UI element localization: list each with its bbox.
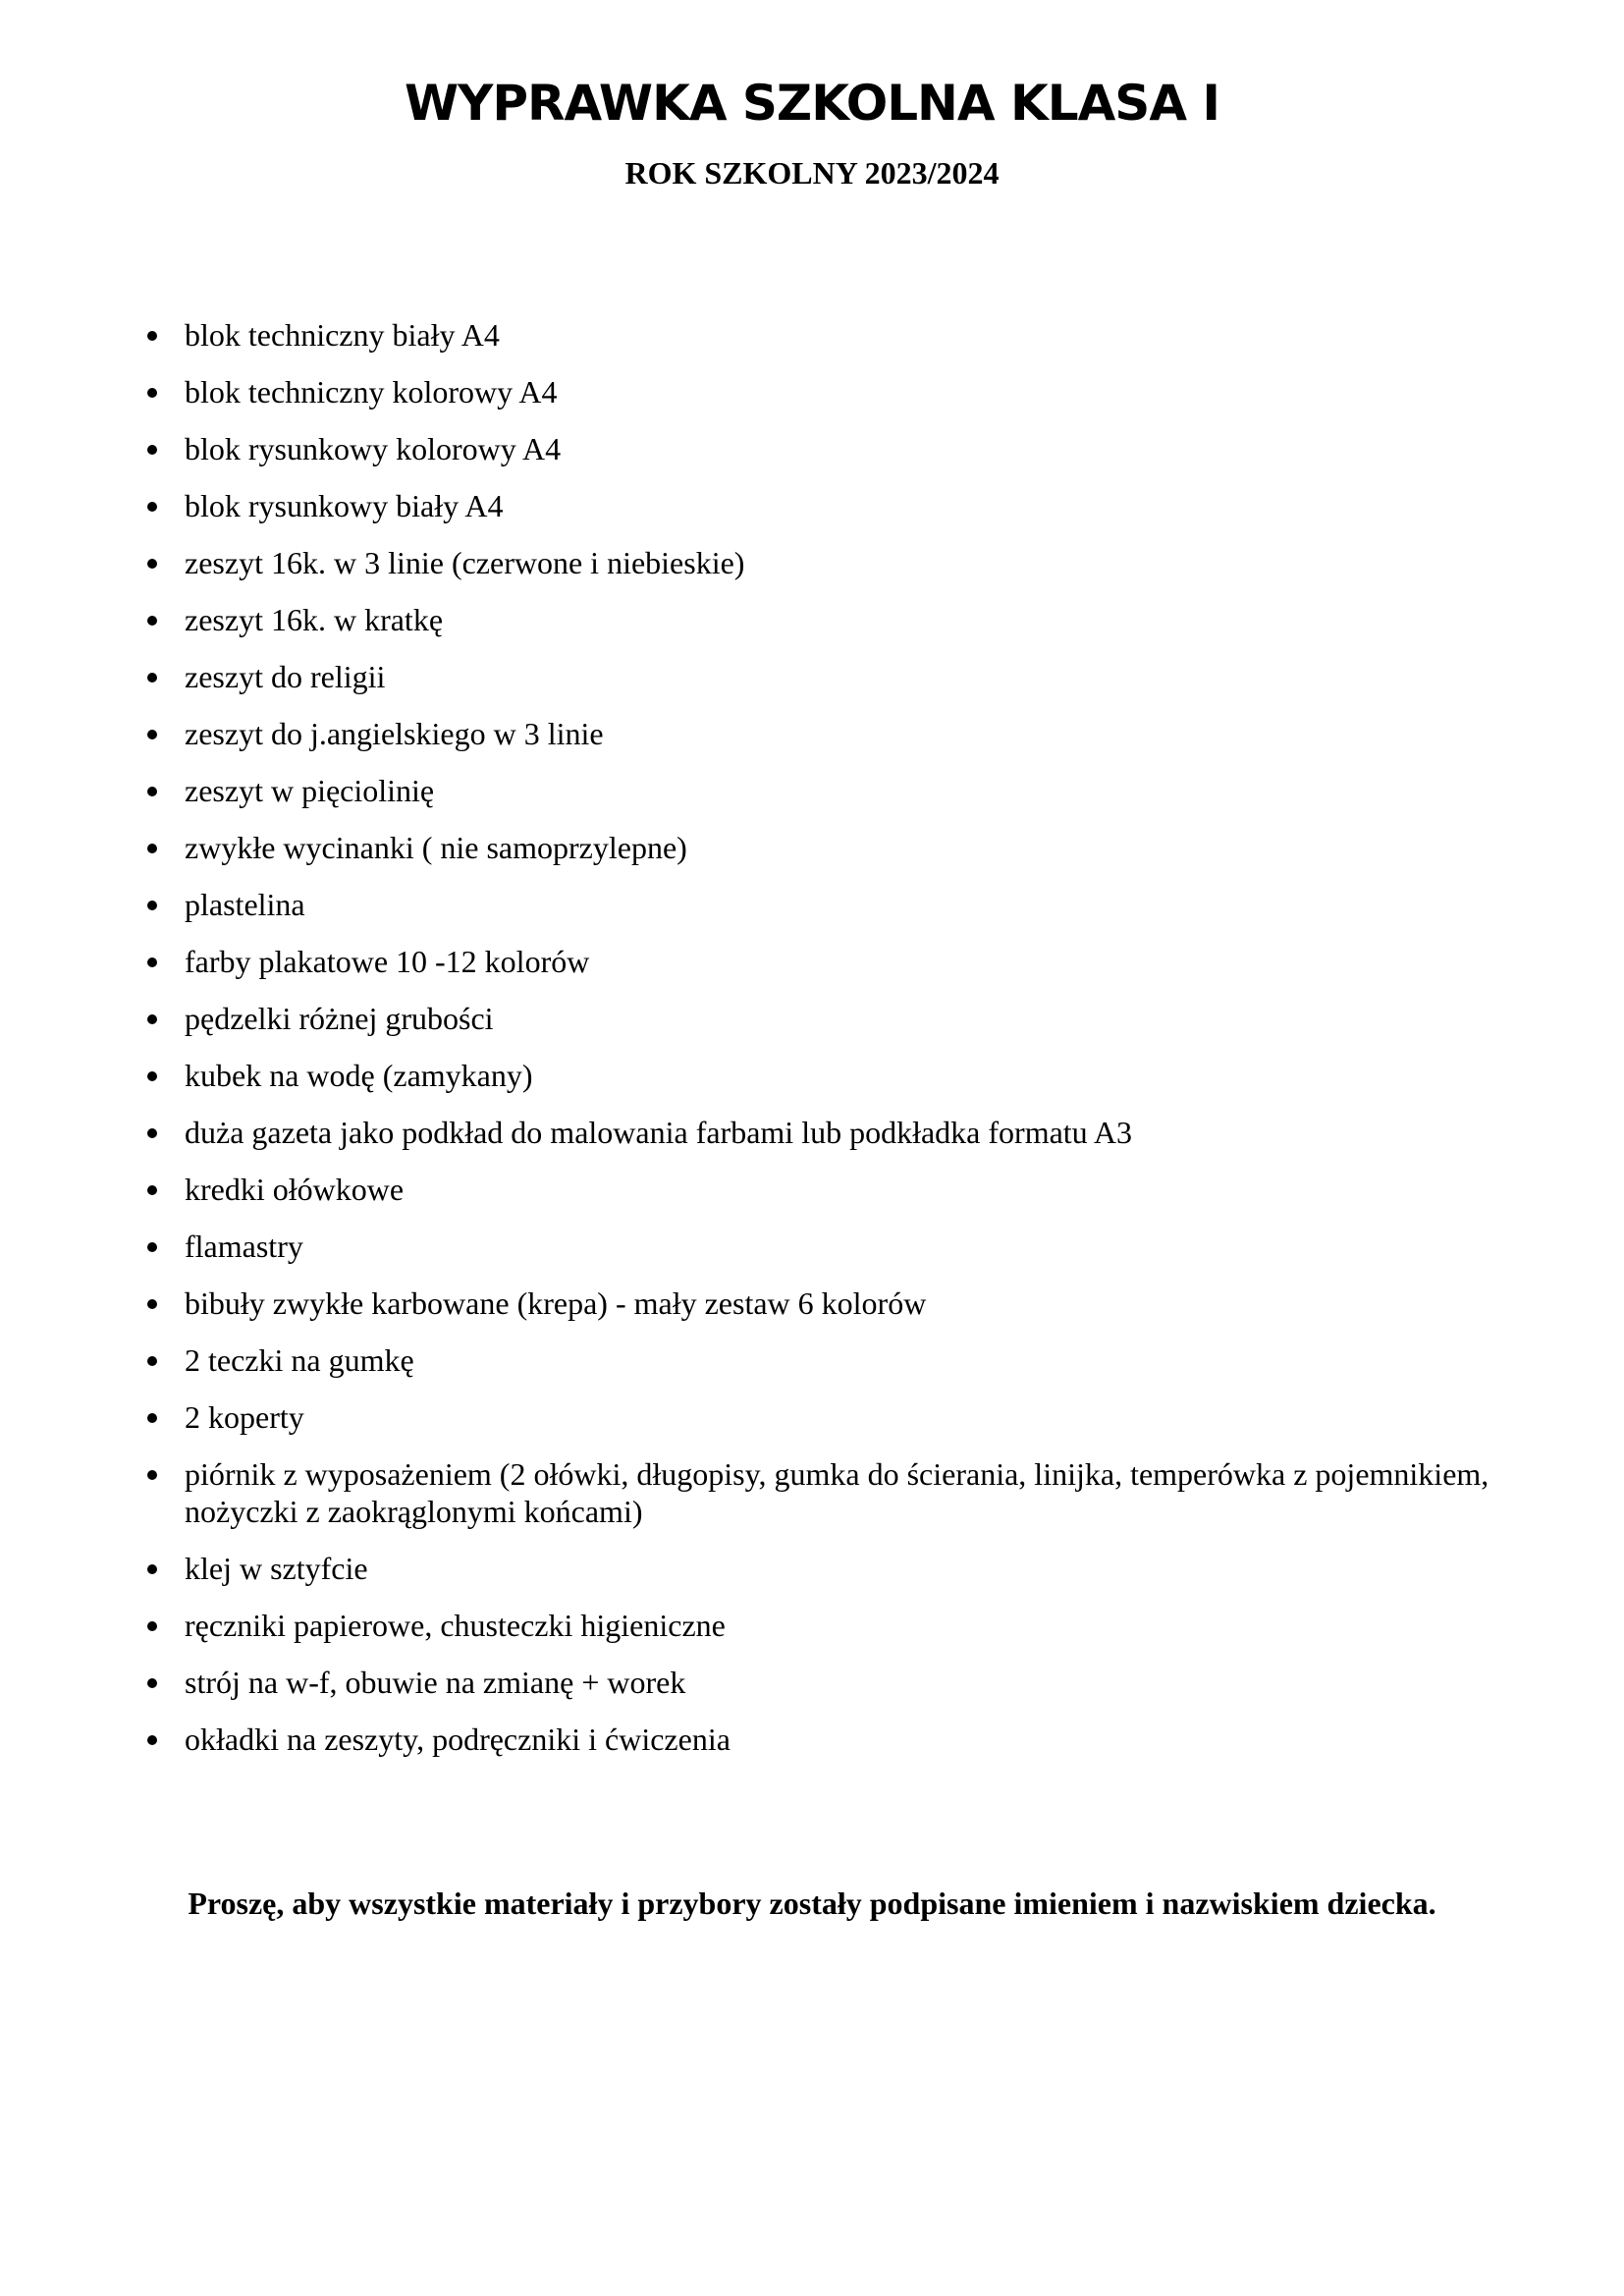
- list-item: [147, 715, 1542, 752]
- bullet-icon: [147, 502, 157, 512]
- bullet-icon: [147, 1185, 157, 1195]
- bullet-icon: [147, 730, 157, 739]
- list-item: [147, 1114, 1542, 1151]
- page-title: WYPRAWKA SZKOLNA KLASA I: [404, 75, 1220, 132]
- bullet-icon: [147, 901, 157, 910]
- list-item-text: okładki na zeszyty, podręczniki i ćwiczenia: [185, 1722, 731, 1757]
- bullet-icon: [147, 616, 157, 626]
- list-item: [147, 1341, 1542, 1379]
- list-item-text: bibuły zwykłe karbowane (krepa) - mały zestaw 6 kolorów: [185, 1285, 927, 1321]
- list-item: [147, 1607, 1542, 1644]
- list-item: [147, 601, 1542, 638]
- list-item: [147, 1455, 1542, 1530]
- bullet-icon: [147, 1071, 157, 1081]
- list-item: [147, 316, 1542, 354]
- list-item: [147, 487, 1542, 524]
- list-item-text: blok rysunkowy biały A4: [185, 488, 504, 523]
- list-item: [147, 430, 1542, 467]
- list-item-text: plastelina: [185, 887, 305, 922]
- bullet-icon: [147, 1014, 157, 1024]
- list-item: [147, 943, 1542, 980]
- list-item-text: klej w sztyfcie: [185, 1551, 368, 1586]
- list-item-text: duża gazeta jako podkład do malowania farbami lub podkładka formatu A3: [185, 1115, 1133, 1150]
- list-item: [147, 1664, 1542, 1701]
- footer-note: Proszę, aby wszystkie materiały i przybory zostały podpisane imieniem i nazwiskiem dziecka.: [188, 1886, 1436, 1921]
- bullet-icon: [147, 1128, 157, 1138]
- bullet-icon: [147, 844, 157, 853]
- bullet-icon: [147, 559, 157, 569]
- list-item: [147, 658, 1542, 695]
- list-item: [147, 1057, 1542, 1094]
- list-item: [147, 1721, 1542, 1758]
- bullet-icon: [147, 1621, 157, 1631]
- list-item-text: pędzelki różnej grubości: [185, 1001, 494, 1036]
- list-item: [147, 373, 1542, 410]
- list-item-text: 2 teczki na gumkę: [185, 1342, 414, 1378]
- list-item-text: blok rysunkowy kolorowy A4: [185, 431, 562, 466]
- list-item-text: strój na w-f, obuwie na zmianę + worek: [185, 1665, 686, 1700]
- bullet-icon: [147, 1413, 157, 1423]
- list-item: [147, 1398, 1542, 1436]
- bullet-icon: [147, 445, 157, 455]
- page-subtitle: ROK SZKOLNY 2023/2024: [624, 155, 1000, 191]
- supply-list: [147, 316, 1542, 1777]
- bullet-icon: [147, 388, 157, 398]
- bullet-icon: [147, 673, 157, 683]
- bullet-icon: [147, 787, 157, 796]
- list-item-text: ręczniki papierowe, chusteczki higieniczne: [185, 1608, 726, 1643]
- list-item: [147, 886, 1542, 923]
- bullet-icon: [147, 1356, 157, 1366]
- list-item-text: kubek na wodę (zamykany): [185, 1058, 533, 1093]
- list-item-text: farby plakatowe 10 -12 kolorów: [185, 944, 590, 979]
- list-item-text: zeszyt 16k. w kratkę: [185, 602, 444, 637]
- bullet-icon: [147, 1735, 157, 1745]
- list-item-text: zeszyt 16k. w 3 linie (czerwone i niebieskie): [185, 545, 745, 580]
- bullet-icon: [147, 1678, 157, 1688]
- list-item: [147, 1285, 1542, 1322]
- bullet-icon: [147, 1470, 157, 1480]
- bullet-icon: [147, 331, 157, 341]
- list-item: [147, 829, 1542, 866]
- list-item: [147, 544, 1542, 581]
- list-item: [147, 772, 1542, 809]
- list-item-text: zeszyt w pięciolinię: [185, 773, 435, 808]
- list-item: [147, 1550, 1542, 1587]
- list-item: [147, 1228, 1542, 1265]
- bullet-icon: [147, 1299, 157, 1309]
- list-item-text: piórnik z wyposażeniem (2 ołówki, długopisy, gumka do ścierania, linijka, temperówka z pojemnikiem, nożyczki z zaokrąglonymi końcami): [185, 1456, 1489, 1529]
- bullet-icon: [147, 957, 157, 967]
- list-item-text: blok techniczny biały A4: [185, 317, 500, 353]
- list-item-text: 2 koperty: [185, 1399, 304, 1435]
- list-item: [147, 1171, 1542, 1208]
- list-item-text: kredki ołówkowe: [185, 1172, 405, 1207]
- list-item-text: zwykłe wycinanki ( nie samoprzylepne): [185, 830, 687, 865]
- list-item: [147, 1000, 1542, 1037]
- bullet-icon: [147, 1242, 157, 1252]
- bullet-icon: [147, 1564, 157, 1574]
- list-item-text: flamastry: [185, 1229, 303, 1264]
- list-item-text: zeszyt do religii: [185, 659, 386, 694]
- list-item-text: zeszyt do j.angielskiego w 3 linie: [185, 716, 604, 751]
- list-item-text: blok techniczny kolorowy A4: [185, 374, 558, 410]
